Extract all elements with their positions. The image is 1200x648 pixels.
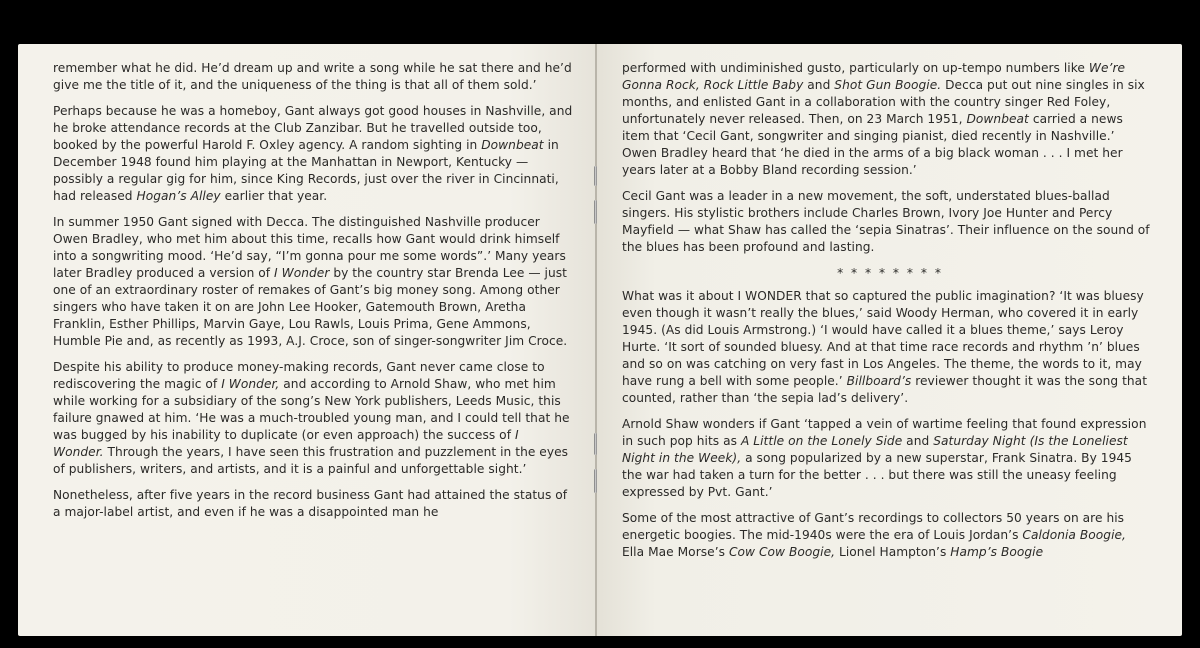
left-page (18, 44, 596, 636)
text-run: Some of the most attractive of Gant’s recordings to collectors 50 years on are his energetic boogies. The mid-1940s were the era of Louis Jordan’s (622, 511, 1125, 542)
text-run: In summer 1950 Gant signed with Decca. The distinguished Nashville producer Owen Bradley, who met him about this time, recalls how Gant would drink himself into a songwriting mood. ‘He’d say, “I’m gonna pour me some words”.’ Many years later Bradley produced a version of (53, 215, 566, 280)
publication-title: Billboard’s (846, 374, 912, 388)
song-title: Saturday Night (Is the Loneliest Night in the Week), (622, 434, 1128, 465)
song-title: Cow Cow Boogie, (728, 545, 836, 559)
text-run: Decca put out nine singles in six months, and enlisted Gant in a collaboration with the country singer Red Foley, unfortunately never released. Then, on 23 March 1951, (622, 78, 1145, 126)
text-run: Despite his ability to produce money-making records, Gant never came close to rediscovering the magic of (53, 360, 545, 391)
text-run: reviewer thought it was the song that counted, rather than ‘the sepia lad’s delivery’. (622, 374, 1148, 405)
text-run: earlier that year. (220, 189, 328, 203)
right-paragraph-4 (622, 416, 1152, 501)
right-paragraph-3 (622, 288, 1152, 407)
text-run: and according to Arnold Shaw, who met him while working for a subsidiary of the song’s New York publishers, Leeds Music, this failure gnawed at him. ‘He was a much-troubled young man, and I could tell that he was bugged by his inability to duplicate (or even approach) the success of (53, 377, 570, 442)
section-separator: * * * * * * * * (837, 266, 943, 280)
text-run: Ella Mae Morse’s (622, 545, 729, 559)
song-title: Hamp’s Boogie (950, 545, 1044, 559)
left-paragraph-4 (53, 359, 573, 478)
publication-title: Downbeat (966, 112, 1029, 126)
right-paragraph-5 (622, 510, 1152, 561)
song-title: Shot Gun Boogie. (834, 78, 942, 92)
text-run: in December 1948 found him playing at the Manhattan in Newport, Kentucky — possibly a regular gig for him, since King Records, just over the river in Cincinnati, had released (53, 138, 559, 203)
song-title: A Little on the Lonely Side (740, 434, 903, 448)
right-paragraph-1 (622, 60, 1152, 179)
song-title: I Wonder, (221, 377, 280, 391)
publication-title: Downbeat (481, 138, 544, 152)
left-paragraph-1: remember what he did. He’d dream up and write a song while he sat there and he’d give me the title of it, and the uniqueness of the thing is that all of them sold.’ (53, 61, 572, 92)
text-run: Perhaps because he was a homeboy, Gant always got good houses in Nashville, and he broke attendance records at the Club Zanzibar. But he travelled outside too, booked by the powerful Harold F. Oxley agency. A random sighting in (53, 104, 573, 152)
right-text-column (622, 60, 1152, 570)
left-paragraph-3 (53, 214, 573, 350)
text-run: and (902, 434, 934, 448)
left-paragraph-2 (53, 103, 573, 205)
text-run: by the country star Brenda Lee — just one of an extraordinary roster of remakes of Gant’s big money song. Among other singers who have taken it on are John Lee Hooker, Gatemouth Brown, Aretha Franklin, Esther Phillips, Marvin Gaye, Lou Rawls, Louis Prima, Gene Ammons, Humble Pie and, as recently as 1993, A.J. Croce, son of singer-songwriter Jim Croce. (53, 266, 568, 348)
left-paragraph-5: Nonetheless, after five years in the record business Gant had attained the status of a major-label artist, and even if he was a disappointed man he (53, 488, 568, 519)
text-run: a song popularized by a new superstar, Frank Sinatra. By 1945 the war had taken a turn for the better . . . but there was still the uneasy feeling expressed by Pvt. Gant.’ (622, 451, 1132, 499)
song-title: Caldonia Boogie, (1022, 528, 1126, 542)
text-run: Lionel Hampton’s (835, 545, 951, 559)
song-title: Hogan’s Alley (136, 189, 221, 203)
text-run: carried a news item that ‘Cecil Gant, songwriter and singing pianist, died recently in Nashville.’ Owen Bradley heard that ‘he died in the arms of a big black woman . . . I met her years later at a Bobby Bland recording session.’ (622, 112, 1123, 177)
right-page (597, 44, 1182, 636)
left-text-column (53, 60, 573, 530)
right-paragraph-2: Cecil Gant was a leader in a new movement, the soft, understated blues-ballad singers. His stylistic brothers include Charles Brown, Ivory Joe Hunter and Percy Mayfield — what Shaw has called the ‘sepia Sinatras’. Their influence on the sound of the blues has been profound and lasting. (622, 189, 1150, 254)
text-run: What was it about I WONDER that so captured the public imagination? ‘It was bluesy even though it wasn’t really the blues,’ said Woody Herman, who covered it in early 1945. (As did Louis Armstrong.) ‘I would have called it a blues theme,’ says Leroy Hurte. ‘It sort of sounded bluesy. And at that time race records and rhythm ’n’ blues and so on was catching on very fast in Los Angeles. The theme, the words to it, may have rung a bell with some people.’ (622, 289, 1144, 388)
text-run: Arnold Shaw wonders if Gant ‘tapped a vein of wartime feeling that found expression in such pop hits as (622, 417, 1147, 448)
text-run: performed with undiminished gusto, particularly on up-tempo numbers like (622, 61, 1089, 75)
song-title: I Wonder. (53, 428, 519, 459)
text-run: Through the years, I have seen this frustration and puzzlement in the eyes of publishers, writers, and artists, and it is a painful and unforgettable sight.’ (53, 445, 569, 476)
text-run: and (803, 78, 835, 92)
song-title: We’re Gonna Rock, Rock Little Baby (622, 61, 1126, 92)
song-title: I Wonder (274, 266, 330, 280)
